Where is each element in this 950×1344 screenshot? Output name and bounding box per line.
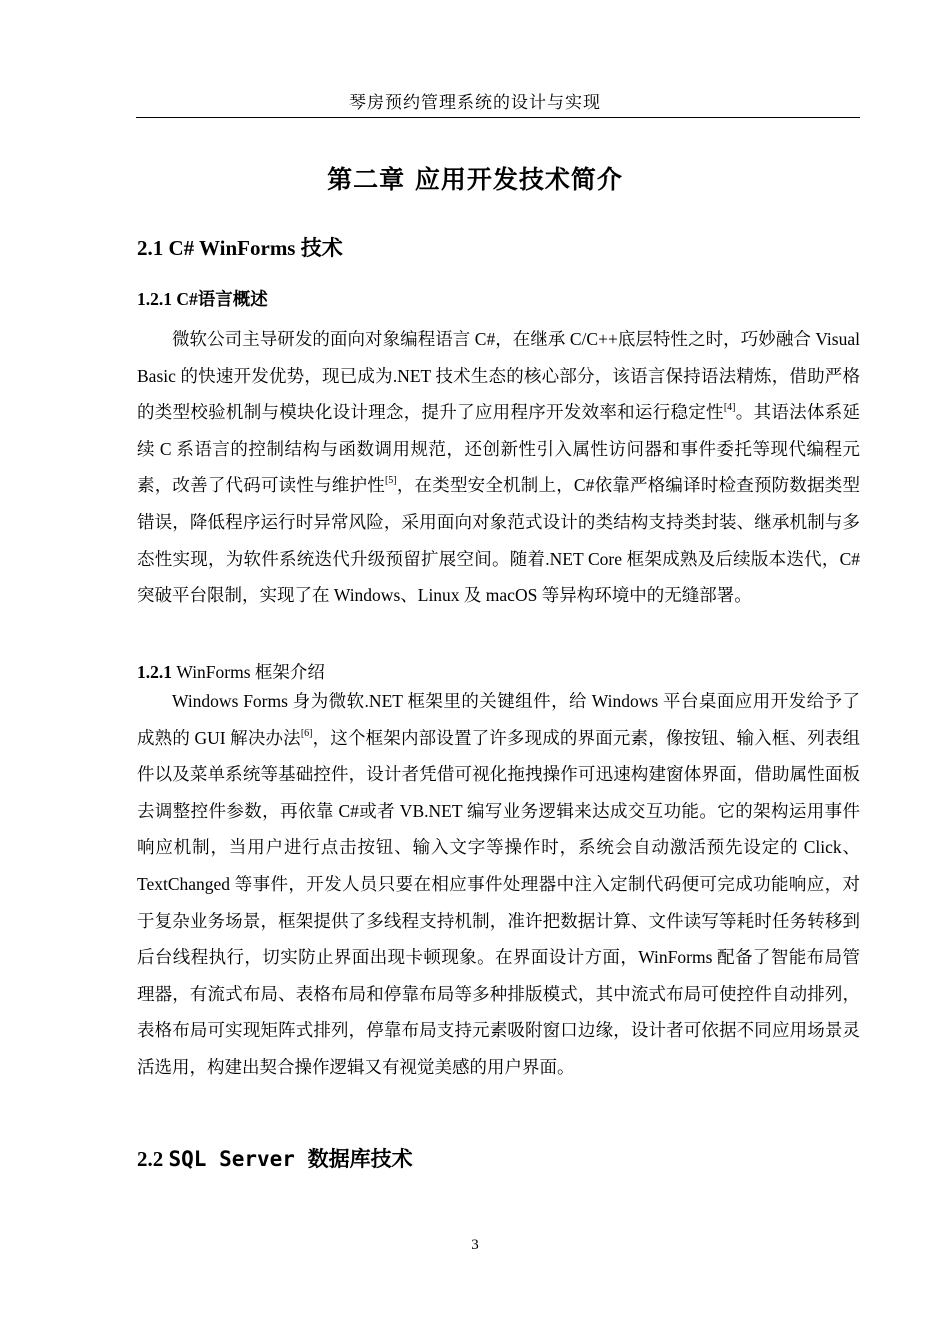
subsection-title-text: WinForms 框架介绍 — [176, 662, 325, 682]
paragraph-text: ，这个框架内部设置了许多现成的界面元素，像按钮、输入框、列表组件以及菜单系统等基础控件，设计者凭借可视化拖拽操作可迅速构建窗体界面，借助属性面板去调整控件参数，再依靠 C#或者 VB.NET 编写业务逻辑来达成交互功能。它的架构运用事件响应机制，当用户进行点击按钮、输入文字等操作时，系统会自动激活预先设定的 Click、TextChanged 等事件，开发人员只要在相应事件处理器中注入定制代码便可完成功能响应，对于复杂业务场景，框架提供了多线程支持机制，准许把数据计算、文件读写等耗时任务转移到后台线程执行，切实防止界面出现卡顿现象。在界面设计方面，WinForms 配备了智能布局管理器，有流式布局、表格布局和停靠布局等多种排版模式，其中流式布局可使控件自动排列，表格布局可实现矩阵式排列，停靠布局支持元素吸附窗口边缘，设计者可依据不同应用场景灵活选用，构建出契合操作逻辑又有视觉美感的用户界面。 — [137, 727, 860, 1077]
citation-ref: [4] — [723, 402, 736, 414]
page-number: 3 — [471, 1237, 479, 1253]
section-number: 2.2 — [137, 1147, 164, 1171]
citation-ref: [6] — [300, 727, 313, 739]
section-title-text: SQL Server 数据库技术 — [168, 1147, 413, 1171]
section-heading-2-2 — [137, 1143, 413, 1173]
subsection-title-text: C#语言概述 — [176, 289, 268, 309]
section-title-text: C# WinForms 技术 — [168, 236, 343, 260]
chapter-title: 第二章 应用开发技术简介 — [327, 165, 623, 194]
paragraph-csharp-overview — [137, 321, 860, 614]
header-divider — [136, 117, 860, 118]
running-header: 琴房预约管理系统的设计与实现 — [349, 93, 601, 112]
paragraph-text: 微软公司主导研发的面向对象编程语言 C#，在继承 C/C++底层特性之时，巧妙融合 Visual Basic 的快速开发优势，现已成为.NET 技术生态的核心部分，该语言保持语法精炼，借助严格的类型校验机制与模块化设计理念，提升了应用程序开发效率和运行稳定性 — [137, 329, 860, 423]
section-number: 2.1 — [137, 236, 164, 260]
section-heading-2-1 — [137, 232, 343, 262]
subsection-number: 1.2.1 — [137, 289, 172, 309]
citation-ref: [5] — [384, 475, 397, 487]
subsection-number: 1.2.1 — [137, 662, 172, 682]
paragraph-text: 。其语法体系延续 C 系语言的控制结构与函数调用规范，还创新性引入属性访问器和事件委托等现代编程元素，改善了代码可读性与维护性 — [137, 402, 860, 496]
paragraph-text: ，在类型安全机制上，C#依靠严格编译时检查预防数据类型错误，降低程序运行时异常风险，采用面向对象范式设计的类结构支持类封装、继承机制与多态性实现，为软件系统迭代升级预留扩展空间。随着.NET Core 框架成熟及后续版本迭代，C#突破平台限制，实现了在 Windows、Linux 及 macOS 等异构环境中的无缝部署。 — [137, 475, 861, 606]
paragraph-text: Windows Forms 身为微软.NET 框架里的关键组件，给 Windows 平台桌面应用开发给予了成熟的 GUI 解决办法 — [137, 691, 860, 748]
subsection-heading-winforms — [137, 659, 325, 684]
subsection-heading-csharp — [137, 286, 268, 311]
paragraph-winforms-intro — [137, 683, 860, 1086]
